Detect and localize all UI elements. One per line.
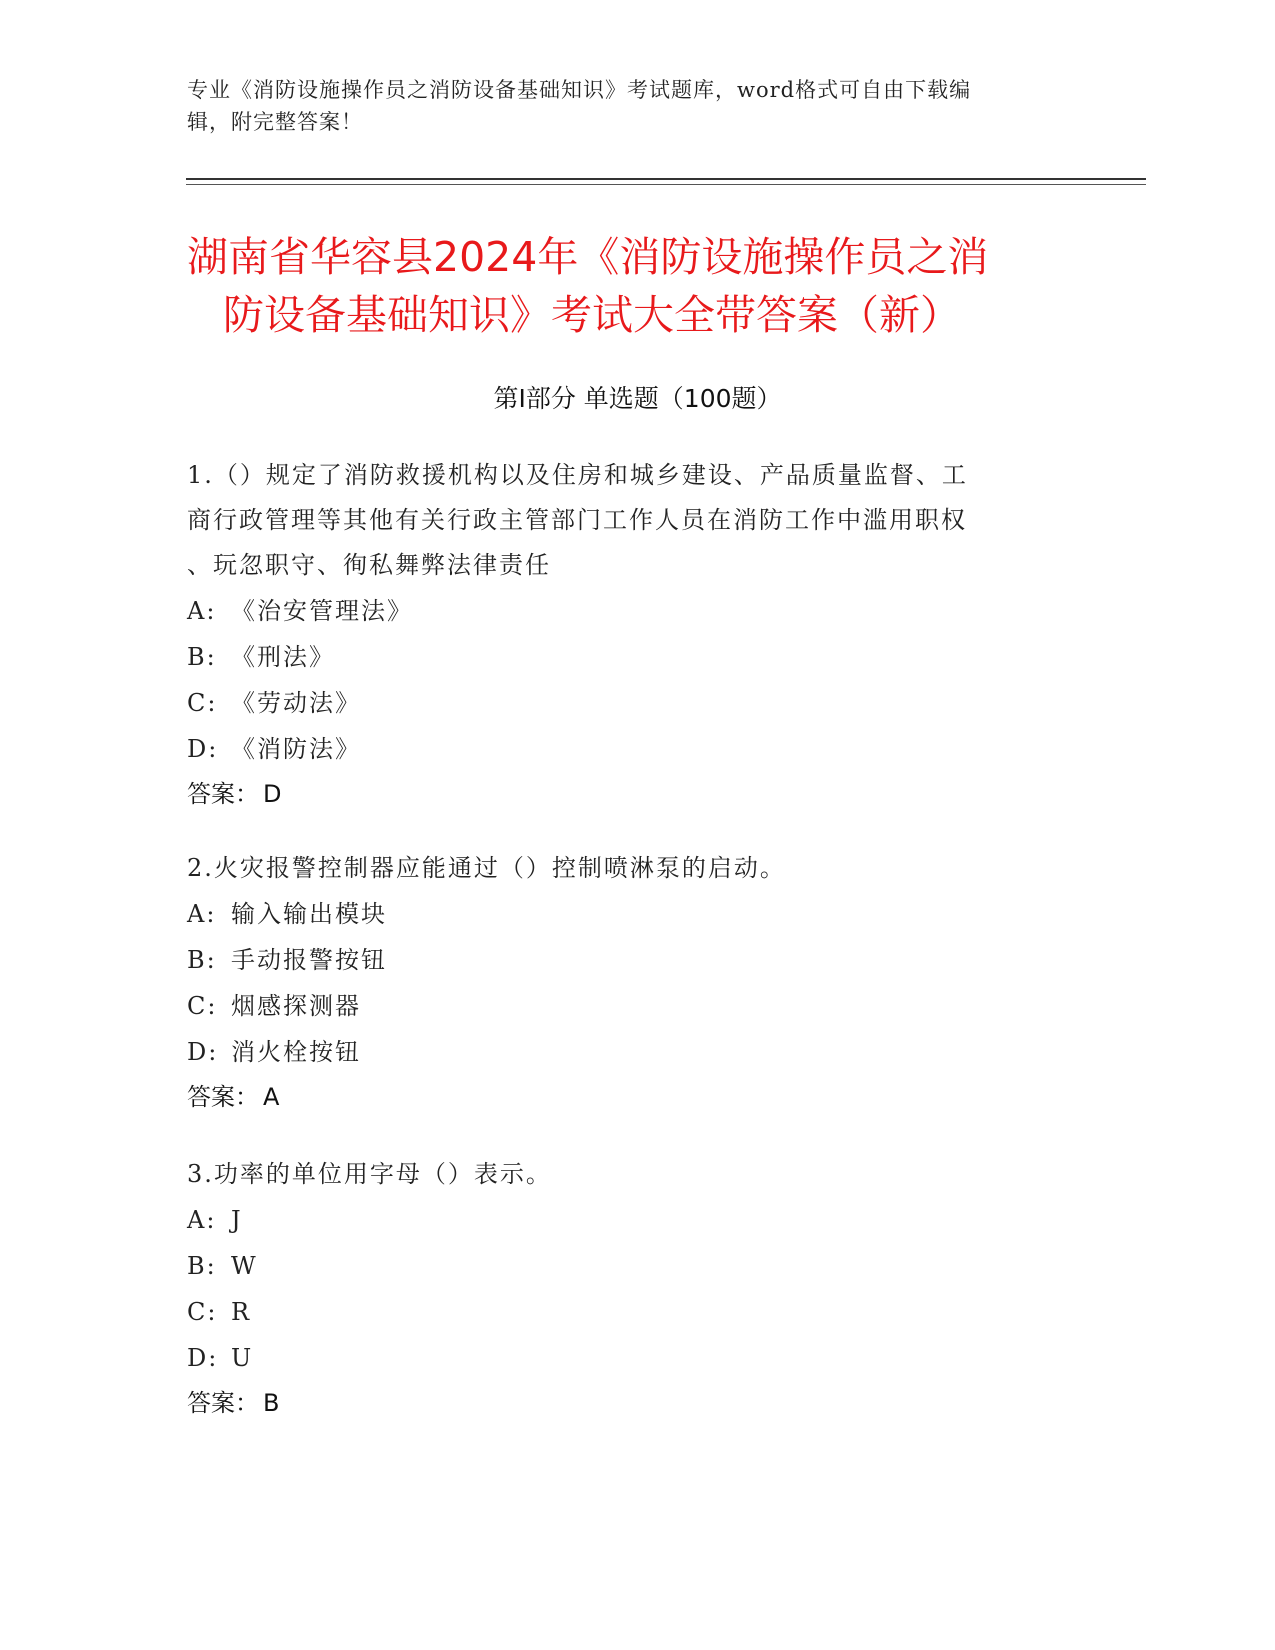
document-title-line: 湖南省华容县2024年《消防设施操作员之消 [187,233,989,281]
answer-line [187,772,1087,816]
answer-value: A [263,1083,280,1111]
answer-value: B [263,1389,280,1417]
option-b [187,1243,1087,1289]
option-letter: B: [187,643,217,671]
option-letter: A: [187,597,217,625]
option-text: 手动报警按钮 [231,946,387,974]
question-stem-line: 、玩忽职守、徇私舞弊法律责任 [187,551,551,579]
option-a [187,891,1087,937]
option-text: 《治安管理法》 [231,597,413,625]
document-title-line: 防设备基础知识》考试大全带答案（新） [223,291,961,339]
header-note [187,74,1067,138]
option-letter: C: [187,689,218,717]
answer-label: 答案： [187,1083,259,1111]
option-b [187,937,1087,983]
question-stem [187,846,1087,891]
question-stem-line: 2.火灾报警控制器应能通过（）控制喷淋泵的启动。 [187,854,786,882]
question-stem-line: 3.功率的单位用字母（）表示。 [187,1160,552,1188]
option-letter: A: [187,1206,217,1234]
option-text: 《刑法》 [231,643,335,671]
option-text: 消火栓按钮 [231,1038,361,1066]
option-c [187,1289,1087,1335]
option-d [187,726,1087,772]
question-item [187,453,1087,816]
header-note-line: 专业《消防设施操作员之消防设备基础知识》考试题库，word格式可自由下载编 [187,78,972,102]
answer-value: D [263,780,282,808]
option-d [187,1335,1087,1381]
option-letter: C: [187,992,218,1020]
option-text: J [231,1206,243,1234]
question-stem [187,1152,1087,1197]
question-item [187,1152,1087,1425]
question-stem [187,453,1087,588]
option-text: R [231,1298,252,1326]
option-text: 烟感探测器 [231,992,361,1020]
option-letter: D: [187,1344,219,1372]
answer-label: 答案： [187,780,259,808]
document-title [187,228,1117,344]
answer-line [187,1381,1087,1425]
option-letter: B: [187,1252,217,1280]
option-letter: D: [187,735,219,763]
option-letter: D: [187,1038,219,1066]
option-c [187,983,1087,1029]
option-d [187,1029,1087,1075]
header-divider [186,178,1146,180]
option-text: 《消防法》 [231,735,361,763]
section-title: 第Ⅰ部分 单选题（100题） [493,384,782,413]
header-divider-thin [186,184,1146,185]
option-text: W [231,1252,258,1280]
answer-label: 答案： [187,1389,259,1417]
option-text: 输入输出模块 [231,900,387,928]
answer-line [187,1075,1087,1119]
option-a [187,1197,1087,1243]
question-item [187,846,1087,1119]
option-letter: B: [187,946,217,974]
option-letter: C: [187,1298,218,1326]
option-text: 《劳动法》 [231,689,361,717]
option-letter: A: [187,900,217,928]
question-stem-line: 商行政管理等其他有关行政主管部门工作人员在消防工作中滥用职权 [187,506,967,534]
option-b [187,634,1087,680]
option-a [187,588,1087,634]
option-text: U [231,1344,254,1372]
option-c [187,680,1087,726]
header-note-line: 辑，附完整答案！ [187,110,363,134]
question-stem-line: 1.（）规定了消防救援机构以及住房和城乡建设、产品质量监督、工 [187,461,968,489]
